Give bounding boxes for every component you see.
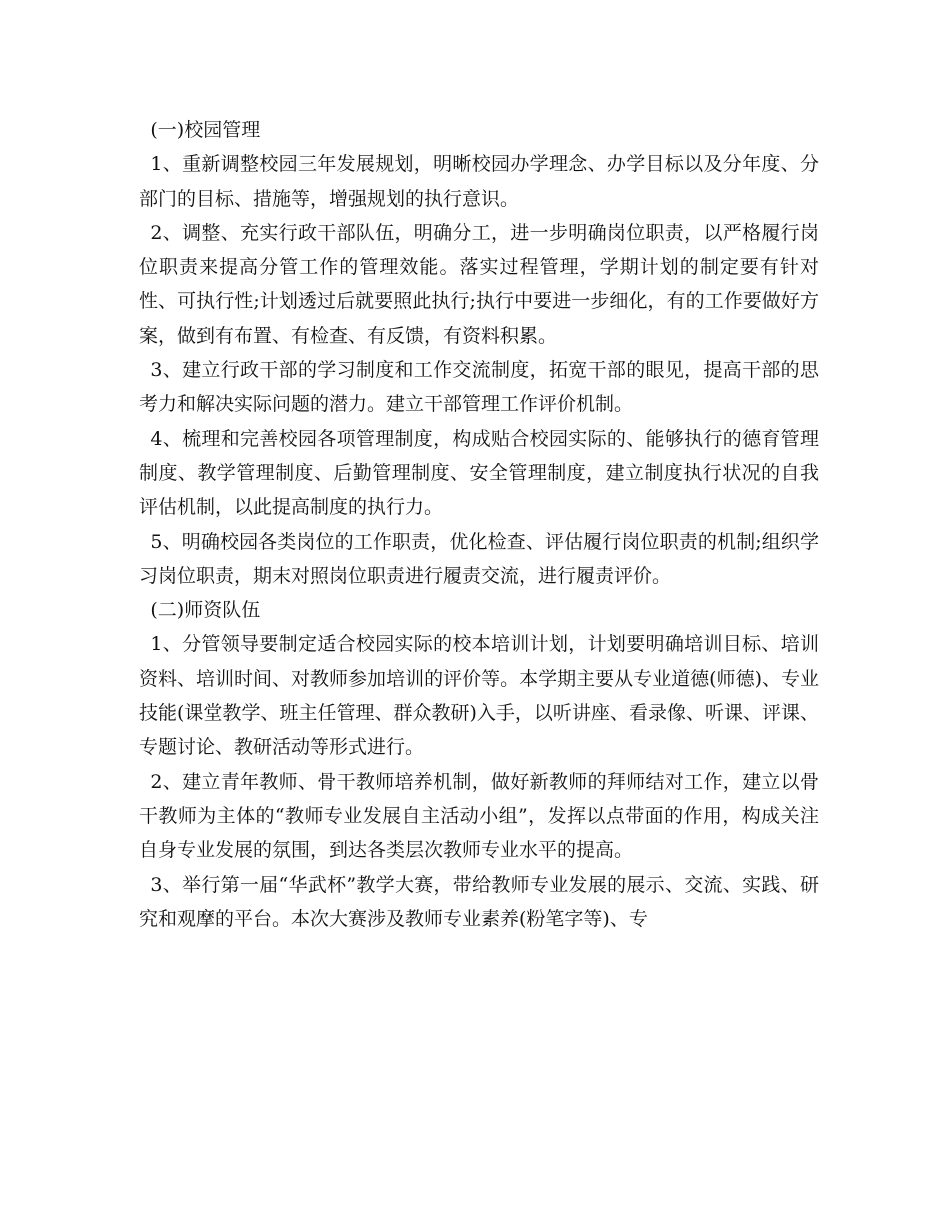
paragraph-item-2: 2、调整、充实行政干部队伍，明确分工，进一步明确岗位职责，以严格履行岗位职责来提高分管工作的管理效能。落实过程管理，学期计划的制定要有针对性、可执行性;计划透过后就要照此执行;执行中要进一步细化，有的工作要做好方案，做到有布置、有检查、有反馈，有资料积累。 (139, 221, 819, 347)
paragraph-item-5: 5、明确校园各类岗位的工作职责，优化检查、评估履行岗位职责的机制;组织学习岗位职责，期末对照岗位职责进行履责交流，进行履责评价。 (139, 530, 819, 587)
document-page (139, 113, 819, 936)
paragraph-item-4: 4、梳理和完善校园各项管理制度，构成贴合校园实际的、能够执行的德育管理制度、教学管理制度、后勤管理制度、安全管理制度，建立制度执行状况的自我评估机制，以此提高制度的执行力。 (139, 427, 819, 519)
paragraph-staff-item-2: 2、建立青年教师、骨干教师培养机制，做好新教师的拜师结对工作，建立以骨干教师为主体的“教师专业发展自主活动小组”，发挥以点带面的作用，构成关注自身专业发展的氛围，到达各类层次教师专业水平的提高。 (139, 770, 819, 862)
paragraph-item-1: 1、重新调整校园三年发展规划，明晰校园办学理念、办学目标以及分年度、分部门的目标、措施等，增强规划的执行意识。 (139, 153, 819, 210)
paragraph-item-3: 3、建立行政干部的学习制度和工作交流制度，拓宽干部的眼见，提高干部的思考力和解决实际问题的潜力。建立干部管理工作评价机制。 (139, 359, 819, 416)
paragraph-staff-item-1: 1、分管领导要制定适合校园实际的校本培训计划，计划要明确培训目标、培训资料、培训时间、对教师参加培训的评价等。本学期主要从专业道德(师德)、专业技能(课堂教学、班主任管理、群众教研)入手，以听讲座、看录像、听课、评课、专题讨论、教研活动等形式进行。 (139, 633, 819, 759)
section-heading-campus-management: (一)校园管理 (150, 119, 261, 141)
paragraph-staff-item-3: 3、举行第一届“华武杯”教学大赛，带给教师专业发展的展示、交流、实践、研究和观摩的平台。本次大赛涉及教师专业素养(粉笔字等)、专 (139, 873, 819, 930)
section-heading-teaching-staff: (二)师资队伍 (150, 599, 261, 622)
